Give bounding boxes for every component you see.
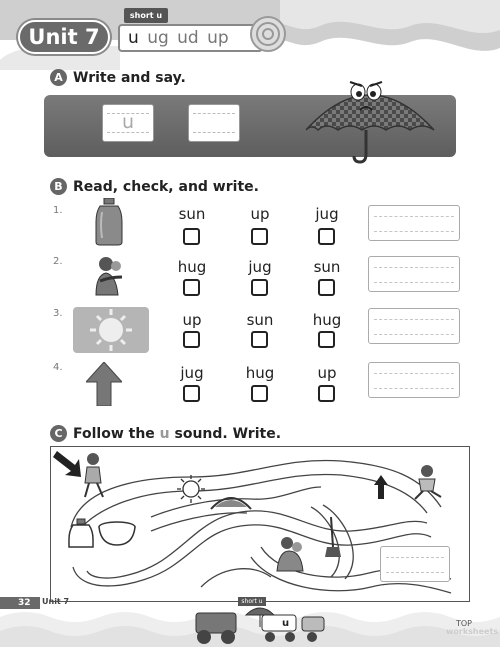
checkbox[interactable] — [183, 279, 200, 296]
sun-icon — [73, 307, 149, 353]
umbrella-icon — [300, 70, 440, 166]
girl-icon — [85, 453, 103, 497]
phonics-main: u — [128, 28, 139, 48]
word-option: up — [250, 205, 270, 223]
up-arrow-icon — [86, 362, 122, 406]
maze-answer-box[interactable] — [380, 546, 450, 582]
footer-vehicle-letter: u — [282, 618, 290, 629]
checkbox[interactable] — [251, 228, 268, 245]
section-c-title-u: u — [159, 425, 170, 442]
site-logo — [446, 620, 498, 636]
checkbox[interactable] — [183, 228, 200, 245]
section-c-title — [73, 426, 281, 442]
word-option: sun — [178, 205, 206, 223]
word-option: jug — [248, 258, 272, 276]
page-number: 32 — [0, 597, 40, 609]
section-b-title: Read, check, and write. — [73, 178, 259, 195]
section-c-title-pre: Follow the — [73, 425, 155, 442]
phonics-title — [118, 24, 263, 52]
word-option: jug — [315, 205, 339, 223]
answer-box[interactable] — [368, 362, 460, 398]
hug-icon — [277, 537, 303, 571]
section-a-title: Write and say. — [73, 69, 186, 86]
answer-box[interactable] — [368, 308, 460, 344]
word-option: hug — [312, 311, 342, 329]
checkbox[interactable] — [318, 228, 335, 245]
logo-top: TOP — [456, 619, 473, 628]
logo-bottom: worksheets — [446, 627, 499, 636]
word-option: hug — [245, 364, 275, 382]
row-number: 2. — [53, 256, 63, 267]
checkbox[interactable] — [183, 385, 200, 402]
section-c-heading — [50, 425, 281, 442]
row-number: 3. — [53, 308, 63, 319]
scroll-roll-icon — [246, 10, 290, 54]
row-number: 1. — [53, 205, 63, 216]
jug-icon — [94, 198, 124, 246]
section-c-title-post: sound. Write. — [174, 425, 282, 442]
word-option: up — [182, 311, 202, 329]
checkbox[interactable] — [318, 279, 335, 296]
start-arrow-icon — [53, 451, 81, 477]
section-b-letter: B — [50, 178, 67, 195]
checkbox[interactable] — [251, 279, 268, 296]
checkbox[interactable] — [251, 331, 268, 348]
answer-box[interactable] — [368, 256, 460, 292]
section-c-letter: C — [50, 425, 67, 442]
checkbox[interactable] — [318, 385, 335, 402]
row-number: 4. — [53, 362, 63, 373]
section-a-heading — [50, 69, 186, 86]
footer-unit-label: Unit 7 — [42, 597, 70, 606]
unit-badge: Unit 7 — [18, 20, 110, 54]
letter-box — [102, 104, 154, 142]
word-option: hug — [177, 258, 207, 276]
section-a-letter: A — [50, 69, 67, 86]
word-option: sun — [246, 311, 274, 329]
checkbox[interactable] — [251, 385, 268, 402]
letter-box-text: u — [121, 111, 135, 133]
word-option: sun — [313, 258, 341, 276]
word-option: up — [317, 364, 337, 382]
pot-icon — [99, 522, 135, 545]
word-option: jug — [180, 364, 204, 382]
hug-icon — [92, 255, 128, 297]
checkbox[interactable] — [183, 331, 200, 348]
sun-icon — [177, 475, 205, 503]
checkbox[interactable] — [318, 331, 335, 348]
phonics-rest: ug ud up — [147, 28, 229, 48]
section-b-heading — [50, 178, 259, 195]
short-u-tab: short u — [124, 8, 168, 23]
answer-box[interactable] — [368, 205, 460, 241]
write-box[interactable] — [188, 104, 240, 142]
footer-tab: short u — [238, 597, 266, 606]
trailer-icon — [262, 615, 324, 642]
running-kid-icon — [415, 465, 441, 499]
up-arrow-icon — [374, 475, 388, 499]
